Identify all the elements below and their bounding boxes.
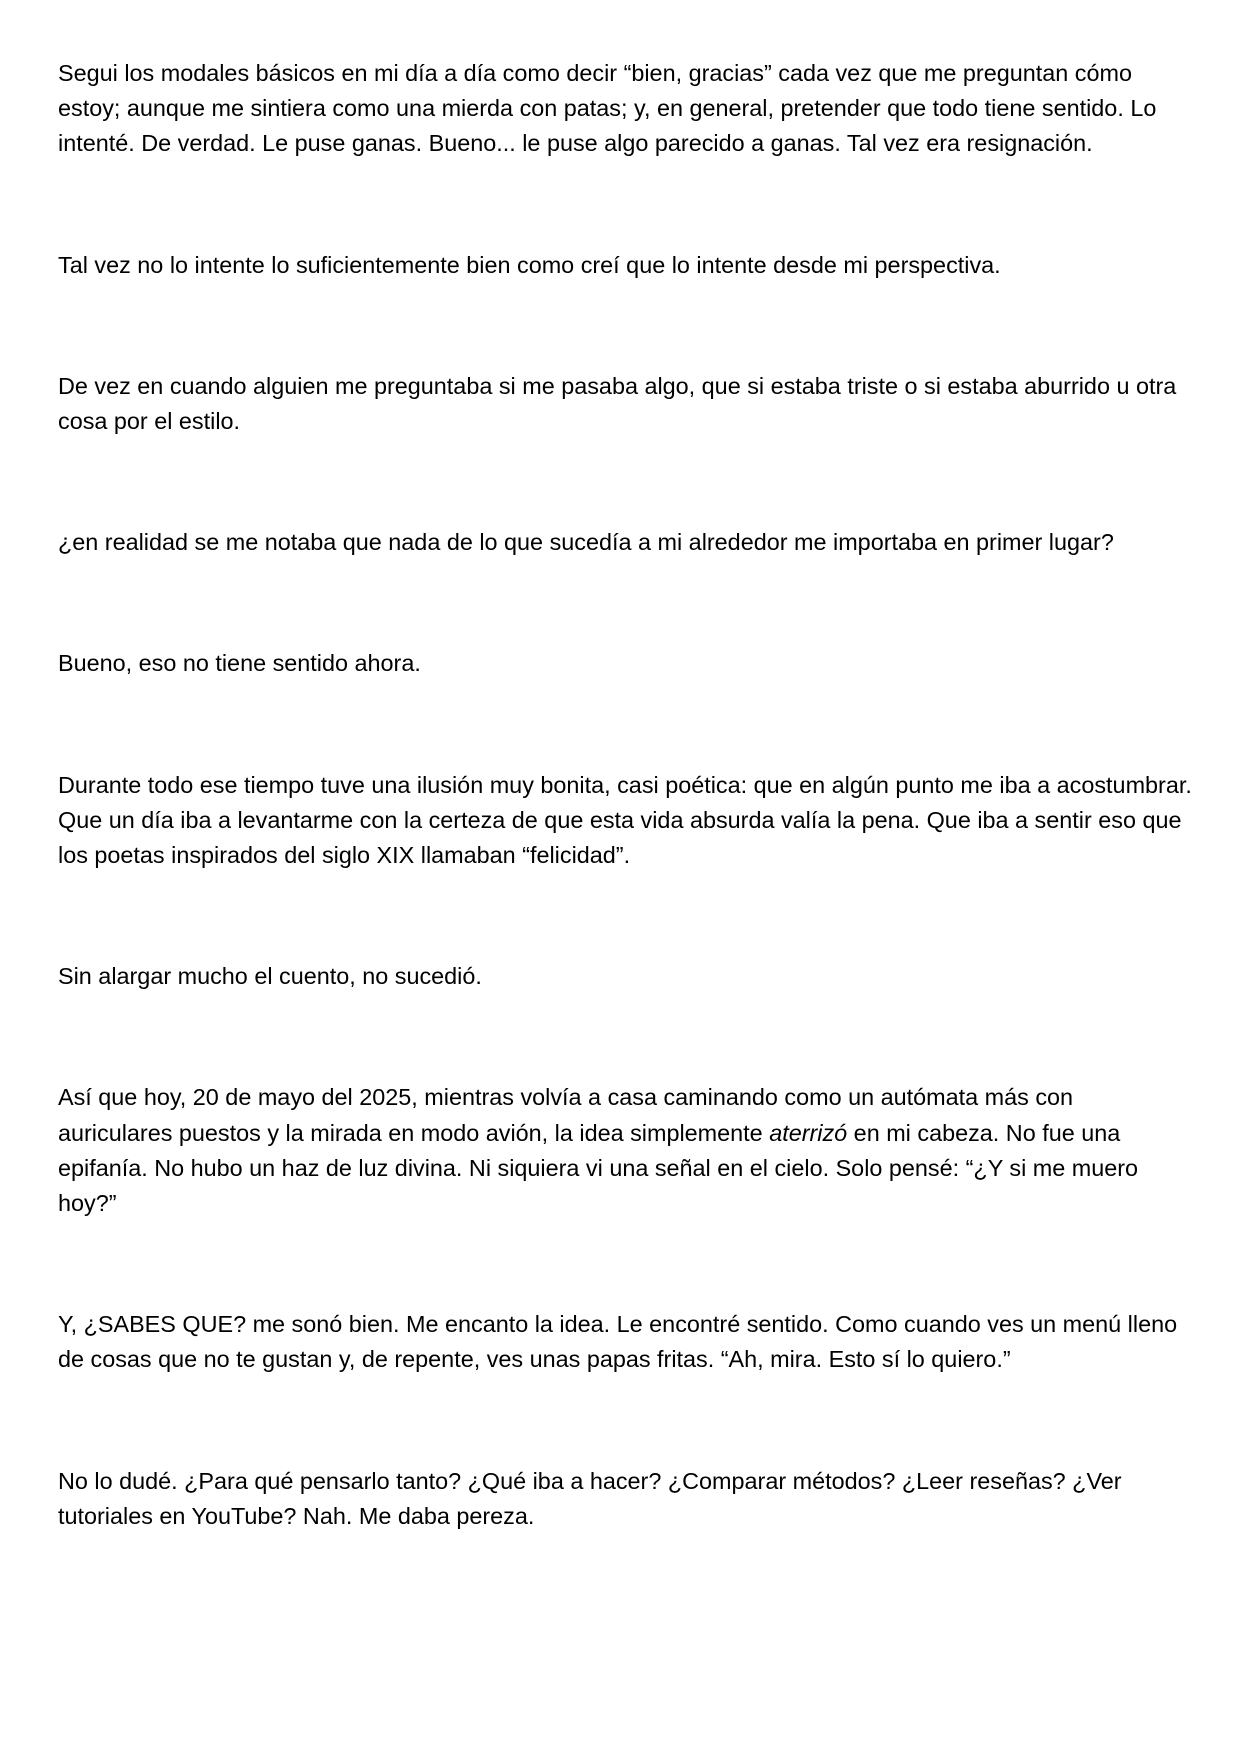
paragraph-8-text-after: en mi cabeza. No fue una epifanía. No hubo un haz de luz divina. Ni siquiera vi una señal en el cielo. Solo pensé: “¿Y si me muero hoy?” bbox=[58, 1119, 1139, 1217]
paragraph-9: Y, ¿SABES QUE? me sonó bien. Me encanto la idea. Le encontré sentido. Como cuando ves un menú lleno de cosas que no te gustan y, de repente, ves unas papas fritas. “Ah, mira. Esto sí lo quiero.” bbox=[58, 1311, 1178, 1373]
document-page bbox=[58, 56, 1192, 1534]
paragraph-4: ¿en realidad se me notaba que nada de lo que sucedía a mi alrededor me importaba en primer lugar? bbox=[58, 529, 1114, 556]
paragraph-3: De vez en cuando alguien me preguntaba si me pasaba algo, que si estaba triste o si estaba aburrido u otra cosa por el estilo. bbox=[58, 372, 1177, 435]
paragraph-6: Durante todo ese tiempo tuve una ilusión muy bonita, casi poética: que en algún punto me iba a acostumbrar. Que un día iba a levantarme con la certeza de que esta vida absurda valía la pena. Que iba a sentir eso que los poetas inspirados del siglo XIX llamaban “felicidad”. bbox=[58, 771, 1192, 869]
paragraph-1: Segui los modales básicos en mi día a día como decir “bien, gracias” cada vez que me preguntan cómo estoy; aunque me sintiera como una mierda con patas; y, en general, pretender que todo tiene sentido. Lo intenté. De verdad. Le puse ganas. Bueno... le puse algo parecido a ganas. Tal vez era resignación. bbox=[58, 60, 1157, 157]
paragraph-2: Tal vez no lo intente lo suficientemente bien como creí que lo intente desde mi perspectiva. bbox=[58, 251, 1001, 278]
paragraph-8-emphasis: aterrizó bbox=[769, 1119, 848, 1146]
paragraph-8-text-before: Así que hoy, 20 de mayo del 2025, mientras volvía a casa caminando como un autómata más con auriculares puestos y la mirada en modo avión, la idea simplemente bbox=[58, 1084, 1074, 1146]
paragraph-5: Bueno, eso no tiene sentido ahora. bbox=[58, 650, 421, 677]
paragraph-7: Sin alargar mucho el cuento, no sucedió. bbox=[58, 963, 482, 990]
paragraph-10: No lo dudé. ¿Para qué pensarlo tanto? ¿Qué iba a hacer? ¿Comparar métodos? ¿Leer reseñas? ¿Ver tutoriales en YouTube? Nah. Me daba pereza. bbox=[58, 1467, 1122, 1529]
paragraph-8 bbox=[58, 1080, 1192, 1221]
